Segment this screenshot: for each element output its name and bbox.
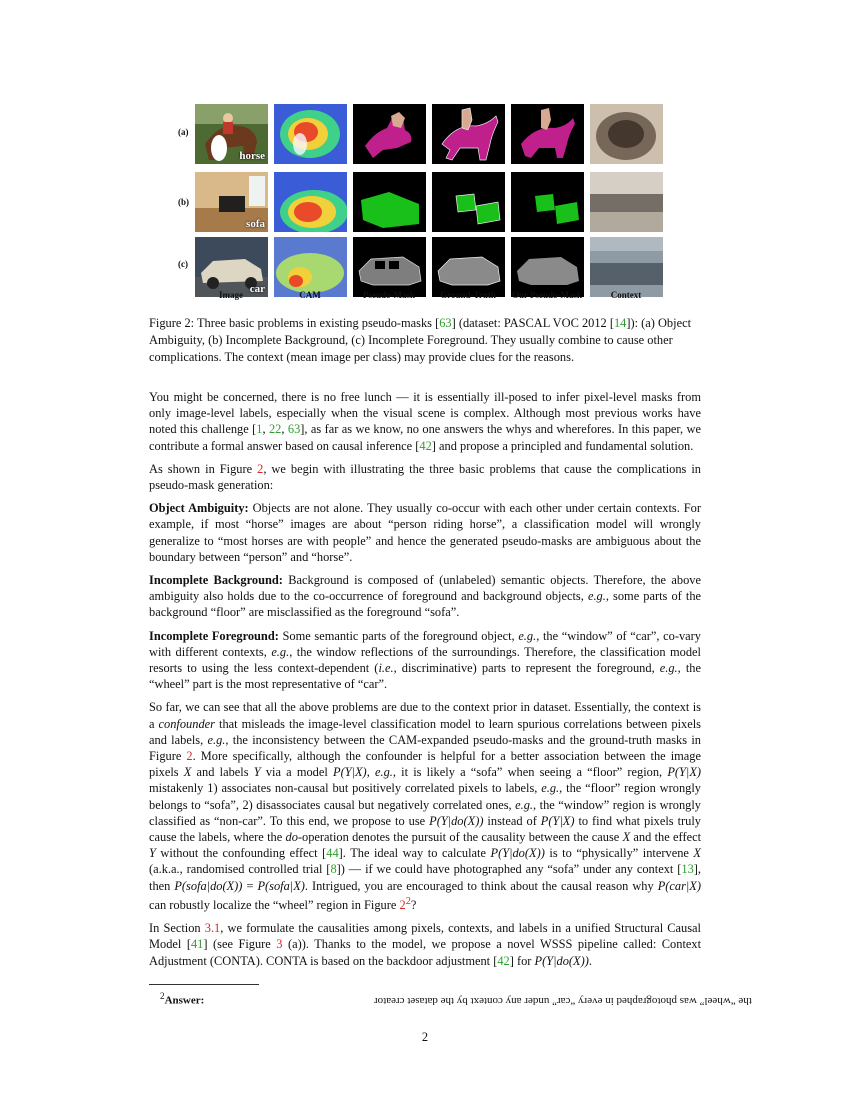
our-pseudo-mask-sofa: [511, 172, 584, 232]
paragraph-incomplete-foreground: Incomplete Foreground: Some semantic parts of the foreground object, e.g., the “window” of “car”, co-vary with different contexts, e.g., the window reflections of the surroundings. Therefore, the classification model resorts to using the less context-dependent (i.e., discriminative) parts to represent the foreground, e.g., the “wheel” part is the most representative of “car”.: [149, 628, 702, 692]
citation-link[interactable]: 44: [326, 846, 339, 861]
paragraph-intro: You might be concerned, there is no free lunch — it is essentially ill-posed to infer pixel-level masks from only image-level labels, especially when the visual scene is complex. Although most previous works have noted this challenge [1, 22, 63], as far as we know, no one answers the whys and wherefores. In this paper, we contribute a formal answer based on causal inference [42] and propose a principled and fundamental solution.: [149, 390, 701, 453]
col-label-context: Context: [610, 290, 642, 300]
context-horse: [590, 104, 663, 164]
heading-object-ambiguity: Object Ambiguity:: [149, 501, 249, 516]
pseudo-mask-sofa: [353, 172, 426, 232]
col-label-cam: CAM: [299, 290, 321, 300]
figure-2: [170, 100, 670, 310]
paragraph-figure-ref: As shown in Figure 2, we begin with illustrating the three basic problems that cause the complications in pseudo-mask generation:: [149, 461, 701, 493]
citation-link[interactable]: 63: [287, 422, 301, 437]
ground-truth-horse: [432, 104, 505, 164]
citation-link[interactable]: 8: [330, 862, 337, 877]
footnote-number: 2: [160, 991, 165, 1001]
paragraph-incomplete-background: Incomplete Background: Background is composed of (unlabeled) semantic objects. Therefore, the above ambiguity also holds due to the co-occurrence of foreground and background objects, e.g., some parts of the background “floor” are misclassified as the foreground “sofa”.: [149, 573, 702, 620]
paragraph-confounder: So far, we can see that all the above problems are due to the context prior in dataset. Essentially, the context is a confounder that misleads the image-level classification model to learn spurious correlations between pixels and labels, e.g., the inconsistency between the CAM-expanded pseudo-masks and the ground-truth masks in Figure 2. More specifically, although the confounder is helpful for a better association between the image pixels X and labels Y via a model P(Y|X), e.g., it is likely a “sofa” when seeing a “floor” region, P(Y|X) mistakenly 1) associates non-causal but positively correlated pixels to labels, e.g., the “floor” region wrongly belongs to “sofa”, 2) disassociates causal but negatively correlated ones, e.g., the “window” region is wrongly classified as “non-car”. To this end, we propose to use P(Y|do(X)) instead of P(Y|X) to find what pixels truly cause the labels, where the do-operation denotes the pursuit of the causality between the cause X and the effect Y without the confounding effect [44]. The ideal way to calculate P(Y|do(X)) is to “physically” intervene X (a.k.a., randomised controlled trial [8]) — if we could have photographed any “sofa” under any context [13], then P(sofa|do(X)) = P(sofa|X). Intrigued, you are encouraged to think about the causal reason why P(car|X) can robustly localize the “wheel” region in Figure 2$^2$?: [149, 700, 702, 913]
col-label-pseudo-mask: Pseudo-Mask: [362, 290, 415, 300]
figure-caption: Figure 2: Three basic problems in existing pseudo-masks [63] (dataset: PASCAL VOC 2012 [14]): (a) Object Ambiguity, (b) Incomplete Background, (c) Incomplete Foreground. They usually combine to cause other complications. The context (mean image per class) may provide clues for the reasons.: [149, 316, 692, 364]
footnote-upside-down-text: the “wheel” was photographed in every “car” under any context by the dataset creator: [374, 994, 753, 1007]
heading-incomplete-foreground: Incomplete Foreground:: [149, 628, 279, 643]
footnote-label: Answer:: [164, 994, 205, 1007]
image-car: [195, 237, 268, 297]
our-pseudo-mask-car: [511, 237, 584, 297]
citation-link[interactable]: 1: [256, 422, 263, 437]
tag-car: car: [249, 283, 265, 295]
col-label-image: Image: [219, 290, 243, 300]
page-number: 2: [421, 1030, 429, 1044]
col-label-ground-truth: Ground-Truth: [440, 290, 496, 300]
figure-ref-link[interactable]: 2: [186, 749, 193, 764]
row-label-b: (b): [178, 197, 189, 207]
citation-link[interactable]: 41: [190, 937, 204, 952]
cam-car: [274, 237, 347, 297]
paragraph-object-ambiguity: Object Ambiguity: Objects are not alone. They usually co-occur with each other under certain contexts. For example, if most “horse” images are about “person riding horse”, a classification model will wrongly generalize to “most horses are with people” and hence the generated pseudo-masks are ambiguous about the boundary between “person” and “horse”.: [149, 501, 702, 564]
citation-link[interactable]: 42: [497, 953, 510, 968]
citation-link[interactable]: 63: [439, 316, 452, 330]
context-car: [590, 237, 663, 297]
tag-horse: horse: [239, 150, 265, 162]
footnote-rule: [149, 984, 259, 985]
image-sofa: [195, 172, 268, 232]
heading-incomplete-background: Incomplete Background:: [149, 573, 283, 588]
ground-truth-car: [432, 237, 505, 297]
row-label-a: (a): [178, 127, 189, 137]
tag-sofa: sofa: [246, 218, 265, 230]
cam-sofa: [274, 172, 347, 232]
paragraph-conta: In Section 3.1, we formulate the causalities among pixels, contexts, and labels in a unified Structural Causal Model [41] (see Figure 3 (a)). Thanks to the model, we propose a novel WSSS pipeline called: Context Adjustment (CONTA). CONTA is based on the backdoor adjustment [42] for P(Y|do(X)).: [149, 921, 702, 968]
cam-horse: [274, 104, 347, 164]
citation-link[interactable]: 13: [681, 862, 694, 877]
col-label-our-pseudo-mask: Our Pseudo-Mask: [511, 290, 583, 300]
figure-ref-link[interactable]: 2: [399, 898, 406, 913]
our-pseudo-mask-horse: [511, 104, 584, 164]
body-text: [149, 389, 701, 976]
citation-link[interactable]: 42: [419, 438, 432, 453]
footnote-mark[interactable]: 2: [405, 895, 411, 907]
pseudo-mask-horse: [353, 104, 426, 164]
context-sofa: [590, 172, 663, 232]
pseudo-mask-car: [353, 237, 426, 297]
footnote: [160, 991, 753, 1007]
section-ref-link[interactable]: 3.1: [204, 921, 221, 936]
row-label-c: (c): [178, 259, 188, 269]
image-horse: [195, 104, 268, 164]
figure-ref-link[interactable]: 2: [257, 461, 264, 476]
figure-ref-link[interactable]: 3: [276, 937, 283, 952]
ground-truth-sofa: [432, 172, 505, 232]
citation-link[interactable]: 22: [268, 422, 282, 437]
citation-link[interactable]: 14: [613, 316, 627, 330]
